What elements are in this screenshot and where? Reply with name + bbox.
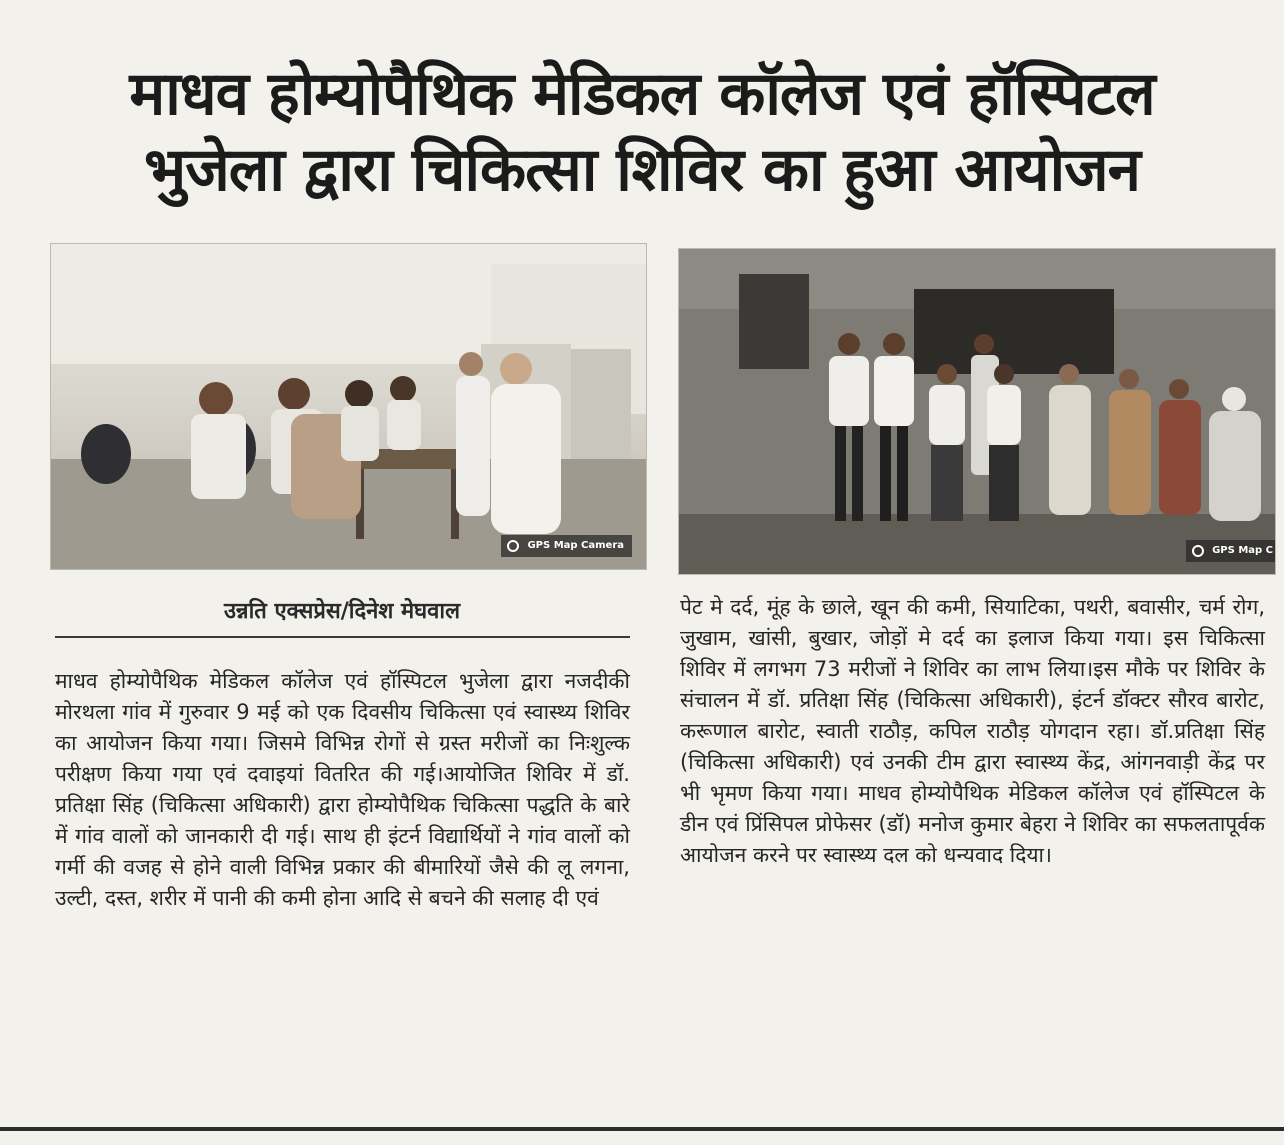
headline-line-1: माधव होम्योपैथिक मेडिकल कॉलेज एवं हॉस्पिटल [129, 59, 1155, 129]
article-body-right: पेट मे दर्द, मूंह के छाले, खून की कमी, सियाटिका, पथरी, बवासीर, चर्म रोग, जुखाम, खांसी, बुखार, जोड़ों मे दर्द का इलाज किया गया। इस चिकित्सा शिविर में लगभग 73 मरीजों ने शिविर का लाभ लिया।इस मौके पर शिविर के संचालन में डॉ. प्रतिक्षा सिंह (चिकित्सा अधिकारी), इंटर्न डॉक्टर सौरव बारोट, करूणाल बारोट, स्वाती राठौड़, कपिल राठौड़ योगदान रहा। डॉ.प्रतिक्षा सिंह (चिकित्सा अधिकारी) एवं उनकी टीम द्वारा स्वास्थ्य केंद्र, आंगनवाड़ी केंद्र पर भी भृमण किया गया। माधव होम्योपैथिक मेडिकल कॉलेज एवं हॉस्पिटल के डीन एवं प्रिंसिपल प्रोफेसर (डॉ) मनोज कुमार बेहरा ने शिविर का सफलतापूर्वक आयोजन करने पर स्वास्थ्य दल को धन्यवाद दिया। [680, 595, 1265, 867]
headline-line-2: भुजेला द्वारा चिकित्सा शिविर का हुआ आयोजन [144, 135, 1140, 205]
gps-watermark-left-label: GPS Map Camera [527, 540, 624, 551]
gps-watermark-left [501, 535, 632, 557]
photo-clinic-room [50, 243, 647, 570]
photo-team-outdoor [678, 248, 1276, 575]
bottom-divider [0, 1127, 1284, 1131]
gps-camera-icon [507, 540, 519, 552]
gps-camera-icon [1192, 545, 1204, 557]
byline-divider [55, 636, 630, 638]
article-body-left: माधव होम्योपैथिक मेडिकल कॉलेज एवं हॉस्पिटल भुजेला द्वारा नजदीकी मोरथला गांव में गुरुवार 9 मई को एक दिवसीय चिकित्सा एवं स्वास्थ्य शिविर का आयोजन किया गया। जिसमे विभिन्न रोगों से ग्रस्त मरीजों का निःशुल्क परीक्षण किया गया एवं दवाइयां वितरित की गई।आयोजित शिविर में डॉ. प्रतिक्षा सिंह (चिकित्सा अधिकारी) द्वारा होम्योपैथिक चिकित्सा पद्धति के बारे में गांव वालों को जानकारी दी गई। साथ ही इंटर्न विद्यार्थियों ने गांव वालों को गर्मी की वजह से होने वाली विभिन्न प्रकार की बीमारियों जैसे की लू लगना, उल्टी, दस्त, शरीर में पानी की कमी होना आदि से बचने की सलाह दी एवं [55, 669, 630, 910]
byline: उन्नति एक्सप्रेस/दिनेश मेघवाल [223, 599, 461, 624]
gps-watermark-right [1186, 540, 1276, 562]
team-outdoor-illustration [679, 249, 1275, 574]
clinic-room-illustration [51, 244, 646, 569]
gps-watermark-right-label: GPS Map C [1212, 545, 1273, 556]
headline [20, 56, 1264, 208]
